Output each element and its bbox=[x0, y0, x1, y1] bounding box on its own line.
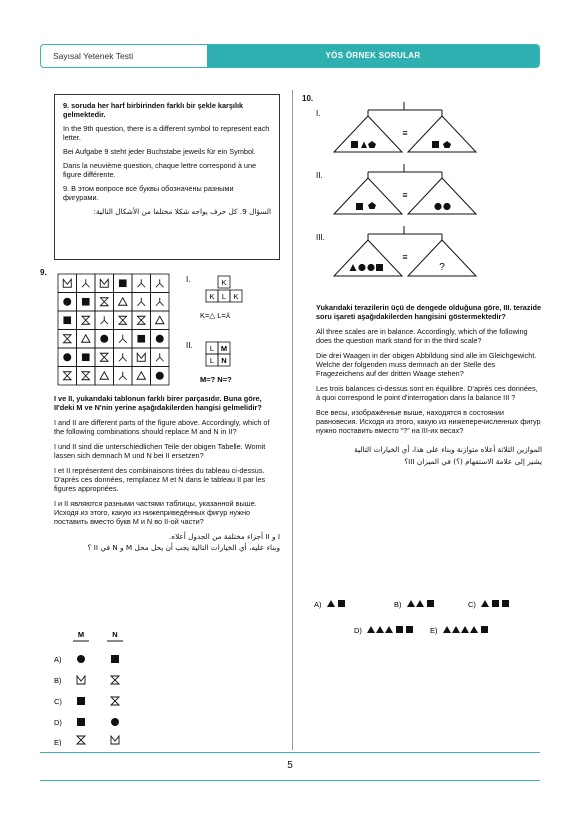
part2-question: M=? N=? bbox=[200, 375, 232, 384]
q9-part-two bbox=[186, 338, 266, 390]
page-header bbox=[40, 44, 540, 68]
option-c[interactable] bbox=[468, 600, 509, 609]
option-label: C) bbox=[468, 600, 476, 609]
option-e[interactable] bbox=[430, 626, 488, 635]
grid-symbol bbox=[156, 335, 164, 343]
equals-sign: ≡ bbox=[402, 252, 408, 262]
option-d[interactable] bbox=[54, 718, 119, 727]
option-c[interactable] bbox=[54, 697, 119, 706]
q10-text bbox=[316, 303, 542, 472]
q9-options bbox=[54, 628, 164, 746]
grid-symbol bbox=[156, 316, 164, 324]
option-b[interactable] bbox=[54, 676, 119, 685]
q10-options bbox=[314, 596, 542, 640]
grid-symbol bbox=[63, 279, 72, 287]
part1-cell: K bbox=[233, 292, 239, 301]
part1-cell: K bbox=[209, 292, 215, 301]
grid-symbol bbox=[63, 372, 71, 380]
grid-symbol bbox=[137, 298, 145, 306]
section-title: YÖS ÖRNEK SORULAR bbox=[207, 45, 539, 67]
part2-cell: L bbox=[209, 344, 215, 353]
part2-cell: N bbox=[221, 356, 227, 365]
q10-ar-1: الموازين الثلاثة أعلاه متوازنة وبناء على هذا، أي الخيارات التالية bbox=[354, 445, 542, 454]
grid-symbol bbox=[100, 335, 108, 343]
footer-line-bottom bbox=[40, 780, 540, 781]
equals-sign: ≡ bbox=[402, 190, 408, 200]
grid-symbol bbox=[137, 335, 145, 343]
grid-symbol bbox=[100, 353, 108, 361]
q10-number: 10. bbox=[302, 94, 314, 103]
grid-symbol bbox=[119, 335, 127, 343]
equals-sign: ≡ bbox=[402, 128, 408, 138]
q10-de: Die drei Waagen in der obigen Abbildung sind alle im Gleichgewicht. Welche der folgenden muss demnach an der Stelle des Fragezeichens auf der dritten Waage stehen? bbox=[316, 351, 537, 378]
note-tr: 9. soruda her harf birbirinden farklı bir şekle karşılık gelmektedir. bbox=[63, 101, 244, 119]
grid-cell bbox=[151, 311, 170, 330]
note-de: Bei Aufgabe 9 steht jeder Buchstabe jeweils für ein Symbol. bbox=[63, 147, 256, 156]
q10-tr: Yukarıdaki terazilerin üçü de dengede olduğuna göre, III. terazide soru işareti aşağıdakilerden hangisini göstermektedir? bbox=[316, 303, 542, 321]
q9-tr: I ve II, yukarıdaki tablonun farklı birer parçasıdır. Buna göre, II'deki M ve N'nin yerine aşağıdakilerden hangisi gelmelidir? bbox=[54, 394, 262, 412]
note-ru: 9. В этом вопросе все буквы обозначены разными фигурами. bbox=[63, 184, 234, 202]
grid-cell bbox=[95, 367, 114, 386]
grid-cell bbox=[132, 348, 151, 367]
q9-symbol-grid bbox=[56, 272, 176, 386]
part2-cell: L bbox=[209, 356, 215, 365]
grid-symbol bbox=[137, 372, 145, 380]
note-en: In the 9th question, there is a different symbol to represent each letter. bbox=[63, 124, 270, 142]
grid-symbol bbox=[119, 353, 127, 361]
scale-label: II. bbox=[316, 171, 323, 180]
option-label: D) bbox=[54, 718, 62, 727]
grid-symbol bbox=[156, 298, 164, 306]
grid-symbol bbox=[63, 353, 71, 361]
q9-text bbox=[54, 394, 280, 558]
option-b[interactable] bbox=[394, 600, 434, 609]
part2-label: II. bbox=[186, 341, 193, 350]
grid-symbol bbox=[156, 372, 164, 380]
grid-cell bbox=[77, 330, 96, 349]
part1-cell: L bbox=[221, 292, 227, 301]
grid-symbol bbox=[137, 353, 146, 361]
grid-symbol bbox=[100, 316, 108, 324]
grid-cell bbox=[114, 293, 133, 312]
grid-symbol bbox=[119, 279, 127, 287]
footer-line-top bbox=[40, 752, 540, 753]
q9-number: 9. bbox=[40, 268, 47, 277]
grid-symbol bbox=[82, 372, 90, 380]
grid-symbol bbox=[100, 298, 108, 306]
part1-cell: K bbox=[221, 278, 227, 287]
grid-symbol bbox=[63, 298, 71, 306]
option-label: A) bbox=[314, 600, 322, 609]
q10-fr: Les trois balances ci-dessus sont en équilibre. D'après ces données, à quoi correspond le point d'interrogation dans la balance III ? bbox=[316, 384, 538, 402]
option-a[interactable] bbox=[54, 655, 119, 664]
grid-symbol bbox=[82, 279, 90, 287]
option-a[interactable] bbox=[314, 600, 345, 609]
note-ar: السؤال 9. كل حرف يواجه شكلا مختلفا من الأشكال التالية: bbox=[93, 207, 271, 216]
q9-de: I und II sind die unterschiedlichen Teile der obigen Tabelle. Womit lassen sich demnach M und N bei II ersetzen? bbox=[54, 442, 266, 460]
q9-ar-2: وبناء عليه، أي الخيارات التالية يجب أن يحل محل M و N في II ؟ bbox=[87, 543, 280, 552]
option-label: A) bbox=[54, 655, 62, 664]
grid-symbol bbox=[137, 316, 145, 324]
grid-symbol bbox=[63, 316, 71, 324]
option-label: B) bbox=[394, 600, 402, 609]
q9-en: I and II are different parts of the figure above. Accordingly, which of the following combinations should replace M and N in II? bbox=[54, 418, 270, 436]
test-name: Sayısal Yetenek Testi bbox=[53, 51, 134, 61]
q9-part-one bbox=[186, 272, 266, 332]
part1-label: I. bbox=[186, 275, 191, 284]
question-mark: ? bbox=[439, 262, 445, 273]
grid-cell bbox=[58, 274, 77, 293]
part1-key: K=△ L=⅄ bbox=[200, 311, 231, 320]
page-number: 5 bbox=[287, 760, 293, 771]
scale-label: I. bbox=[316, 109, 321, 118]
grid-symbol bbox=[82, 298, 90, 306]
q9-ru: I и II являются разными частями таблицы, указанной выше. Исходя из этого, какую из нижеприведённых фигур нужно поставить вместо букв M и N во II-ой части? bbox=[54, 499, 257, 526]
col-m: M bbox=[77, 630, 85, 639]
grid-symbol bbox=[137, 279, 145, 287]
q9-ar-1: I و II أجزاء مختلفة من الجدول أعلاه. bbox=[168, 532, 280, 541]
option-label: E) bbox=[430, 626, 438, 635]
grid-symbol bbox=[82, 335, 90, 343]
grid-symbol bbox=[119, 372, 127, 380]
q10-en: All three scales are in balance. Accordingly, which of the following does the question mark stand for in the third scale? bbox=[316, 327, 528, 345]
grid-cell bbox=[95, 274, 114, 293]
q9-fr: I et II représentent des combinaisons tirées du tableau ci-dessus. D'après ces données, remplacez M et N dans le tableau II par les figures appropriées. bbox=[54, 466, 266, 493]
q10-ru: Все весы, изображённые выше, находятся в состоянии равновесия. Исходя из этого, какую из нижеперечисленных фигур нужно поставить вместо “?” на III-их весах? bbox=[316, 408, 541, 435]
option-label: D) bbox=[354, 626, 362, 635]
grid-symbol bbox=[156, 279, 164, 287]
option-label: B) bbox=[54, 676, 62, 685]
grid-symbol bbox=[100, 279, 109, 287]
grid-symbol bbox=[100, 372, 108, 380]
scale-label: III. bbox=[316, 233, 325, 242]
q10-scales bbox=[312, 98, 542, 288]
grid-symbol bbox=[156, 353, 164, 361]
note-fr: Dans la neuvième question, chaque lettre correspond à une figure différente. bbox=[63, 161, 257, 179]
option-label: C) bbox=[54, 697, 62, 706]
column-divider bbox=[292, 90, 293, 750]
q10-ar-2: يشير إلى علامة الاستفهام (؟) في الميزان III؟ bbox=[404, 457, 542, 466]
grid-symbol bbox=[119, 298, 127, 306]
grid-symbol bbox=[82, 316, 90, 324]
instruction-box bbox=[54, 94, 280, 260]
grid-symbol bbox=[119, 316, 127, 324]
grid-symbol bbox=[63, 335, 71, 343]
option-d[interactable] bbox=[354, 626, 413, 635]
option-e[interactable] bbox=[54, 736, 120, 746]
option-label: E) bbox=[54, 738, 62, 746]
part2-cell: M bbox=[220, 344, 228, 353]
grid-cell bbox=[132, 367, 151, 386]
grid-symbol bbox=[82, 353, 90, 361]
col-n: N bbox=[112, 630, 118, 639]
